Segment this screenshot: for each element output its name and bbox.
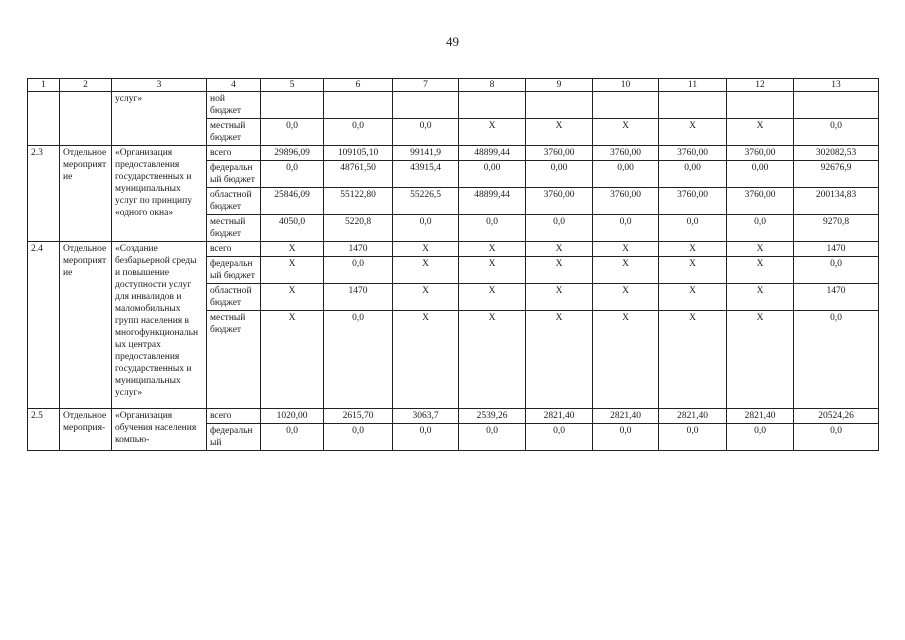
value-cell: 25846,09 (261, 188, 324, 215)
value-cell: 0,0 (324, 119, 393, 146)
table-row (28, 92, 879, 119)
value-cell: Х (727, 284, 794, 311)
value-cell: 109105,10 (324, 146, 393, 161)
value-cell (593, 92, 659, 119)
item-number-cell (28, 92, 60, 146)
funding-source-cell: федеральный бюджет (207, 161, 261, 188)
value-cell (794, 92, 879, 119)
value-cell: Х (459, 257, 526, 284)
value-cell: 1470 (324, 284, 393, 311)
value-cell: 3063,7 (393, 409, 459, 424)
value-cell: 0,0 (727, 424, 794, 451)
value-cell (459, 92, 526, 119)
value-cell: Х (593, 311, 659, 409)
funding-source-cell: областной бюджет (207, 284, 261, 311)
value-cell: 0,00 (727, 161, 794, 188)
value-cell (324, 92, 393, 119)
budget-table (27, 78, 879, 451)
value-cell: 3760,00 (593, 146, 659, 161)
funding-source-cell: местный бюджет (207, 215, 261, 242)
value-cell: 0,0 (393, 215, 459, 242)
value-cell: 2821,40 (593, 409, 659, 424)
value-cell: 0,0 (794, 311, 879, 409)
column-number: 11 (659, 79, 727, 92)
value-cell: 0,0 (324, 311, 393, 409)
item-kind-cell (60, 92, 112, 146)
value-cell: 0,0 (324, 257, 393, 284)
value-cell: 0,0 (593, 424, 659, 451)
value-cell: 0,0 (659, 424, 727, 451)
value-cell: 1020,00 (261, 409, 324, 424)
column-number: 12 (727, 79, 794, 92)
value-cell: Х (727, 311, 794, 409)
value-cell (659, 92, 727, 119)
item-name-cell: услуг» (112, 92, 207, 146)
value-cell: 55122,80 (324, 188, 393, 215)
value-cell: 0,0 (659, 215, 727, 242)
funding-source-cell: всего (207, 242, 261, 257)
value-cell: Х (393, 257, 459, 284)
value-cell: 0,0 (526, 215, 593, 242)
value-cell: 2821,40 (659, 409, 727, 424)
value-cell: 3760,00 (526, 188, 593, 215)
value-cell: 92676,9 (794, 161, 879, 188)
value-cell: 0,0 (593, 215, 659, 242)
value-cell: 99141,9 (393, 146, 459, 161)
value-cell: 2821,40 (727, 409, 794, 424)
value-cell: 4050,0 (261, 215, 324, 242)
funding-source-cell: всего (207, 146, 261, 161)
item-kind-cell: Отдельное мероприя- (60, 409, 112, 451)
funding-source-cell: федеральный бюджет (207, 257, 261, 284)
value-cell: 55226,5 (393, 188, 459, 215)
value-cell: 48899,44 (459, 188, 526, 215)
item-name-cell: «Организация предоставления государственных и муниципальных услуг по принципу «одного окна» (112, 146, 207, 242)
value-cell: Х (393, 311, 459, 409)
value-cell: 0,0 (324, 424, 393, 451)
value-cell: Х (526, 257, 593, 284)
value-cell: Х (261, 311, 324, 409)
value-cell: 0,00 (459, 161, 526, 188)
value-cell: Х (261, 257, 324, 284)
value-cell: 0,00 (659, 161, 727, 188)
value-cell (261, 92, 324, 119)
value-cell: 43915,4 (393, 161, 459, 188)
value-cell: 2821,40 (526, 409, 593, 424)
value-cell: Х (659, 311, 727, 409)
item-number-cell: 2.5 (28, 409, 60, 451)
value-cell: 2615,70 (324, 409, 393, 424)
value-cell: Х (593, 284, 659, 311)
value-cell: Х (659, 284, 727, 311)
value-cell: Х (593, 257, 659, 284)
column-number: 3 (112, 79, 207, 92)
column-number: 10 (593, 79, 659, 92)
item-name-cell: «Создание безбарьерной среды и повышение доступности услуг для инвалидов и маломобильных групп населения в многофункциональных центрах предоставления государственных и муниципальных услуг» (112, 242, 207, 409)
value-cell: Х (393, 242, 459, 257)
value-cell: 3760,00 (727, 146, 794, 161)
item-number-cell: 2.3 (28, 146, 60, 242)
value-cell: 0,00 (526, 161, 593, 188)
value-cell: 9270,8 (794, 215, 879, 242)
value-cell (727, 92, 794, 119)
value-cell: Х (593, 242, 659, 257)
value-cell: 0,0 (794, 424, 879, 451)
column-number: 2 (60, 79, 112, 92)
value-cell: Х (459, 119, 526, 146)
value-cell: 48761,50 (324, 161, 393, 188)
value-cell: Х (526, 119, 593, 146)
value-cell: 48899,44 (459, 146, 526, 161)
value-cell: 1470 (794, 242, 879, 257)
value-cell: Х (659, 257, 727, 284)
column-number: 6 (324, 79, 393, 92)
value-cell (393, 92, 459, 119)
value-cell: 5220,8 (324, 215, 393, 242)
value-cell: 0,0 (794, 119, 879, 146)
value-cell (526, 92, 593, 119)
value-cell: Х (659, 119, 727, 146)
value-cell: Х (593, 119, 659, 146)
value-cell: 3760,00 (659, 188, 727, 215)
column-number: 13 (794, 79, 879, 92)
value-cell: 0,0 (794, 257, 879, 284)
value-cell: 20524,26 (794, 409, 879, 424)
item-number-cell: 2.4 (28, 242, 60, 409)
column-number: 1 (28, 79, 60, 92)
value-cell: Х (393, 284, 459, 311)
value-cell: Х (727, 257, 794, 284)
item-kind-cell: Отдельное мероприятие (60, 146, 112, 242)
value-cell: 0,0 (459, 215, 526, 242)
column-number: 7 (393, 79, 459, 92)
value-cell: 0,00 (593, 161, 659, 188)
value-cell: 0,0 (727, 215, 794, 242)
value-cell: 1470 (794, 284, 879, 311)
value-cell: 200134,83 (794, 188, 879, 215)
value-cell: 302082,53 (794, 146, 879, 161)
value-cell: 3760,00 (593, 188, 659, 215)
value-cell: Х (526, 311, 593, 409)
value-cell: Х (526, 242, 593, 257)
column-number-row (28, 79, 879, 92)
column-number: 5 (261, 79, 324, 92)
value-cell: Х (727, 119, 794, 146)
item-name-cell: «Организация обучения населения компью- (112, 409, 207, 451)
column-number: 4 (207, 79, 261, 92)
value-cell: 0,0 (261, 119, 324, 146)
value-cell: Х (727, 242, 794, 257)
value-cell: 2539,26 (459, 409, 526, 424)
value-cell: Х (459, 284, 526, 311)
funding-source-cell: областной бюджет (207, 188, 261, 215)
value-cell: Х (459, 311, 526, 409)
item-kind-cell: Отдельное мероприятие (60, 242, 112, 409)
funding-source-cell: ной бюджет (207, 92, 261, 119)
table-row (28, 409, 879, 424)
table-row (28, 146, 879, 161)
value-cell: 0,0 (526, 424, 593, 451)
funding-source-cell: местный бюджет (207, 119, 261, 146)
value-cell: 1470 (324, 242, 393, 257)
value-cell: Х (261, 284, 324, 311)
value-cell: Х (526, 284, 593, 311)
page-number: 49 (446, 34, 459, 49)
value-cell: 3760,00 (727, 188, 794, 215)
value-cell: Х (261, 242, 324, 257)
value-cell: 3760,00 (659, 146, 727, 161)
table-row (28, 242, 879, 257)
column-number: 9 (526, 79, 593, 92)
value-cell: 3760,00 (526, 146, 593, 161)
value-cell: 0,0 (261, 424, 324, 451)
funding-source-cell: местный бюджет (207, 311, 261, 409)
column-number: 8 (459, 79, 526, 92)
funding-source-cell: всего (207, 409, 261, 424)
value-cell: Х (659, 242, 727, 257)
value-cell: 29896,09 (261, 146, 324, 161)
value-cell: 0,0 (261, 161, 324, 188)
value-cell: 0,0 (459, 424, 526, 451)
value-cell: Х (459, 242, 526, 257)
funding-source-cell: федеральный (207, 424, 261, 451)
value-cell: 0,0 (393, 119, 459, 146)
value-cell: 0,0 (393, 424, 459, 451)
